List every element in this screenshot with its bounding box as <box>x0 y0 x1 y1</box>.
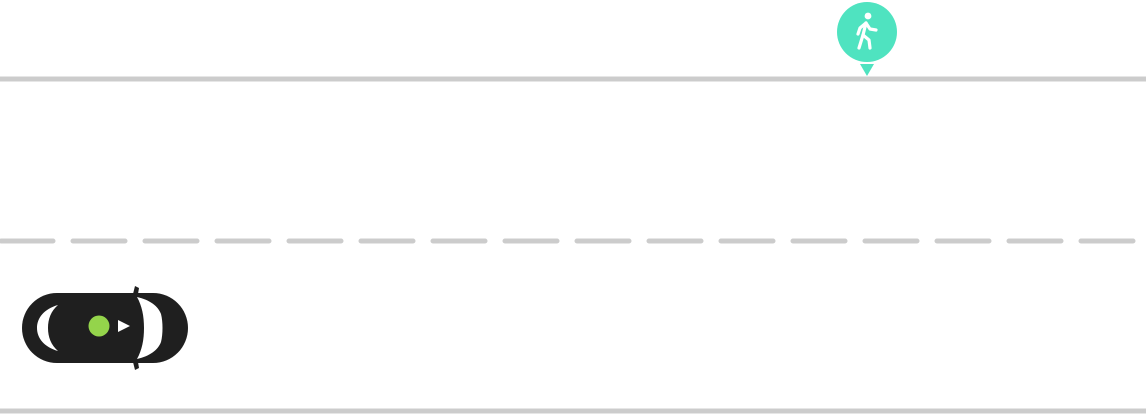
pedestrian-marker-circle <box>837 2 897 62</box>
car-icon <box>22 286 188 370</box>
status-dot-icon <box>89 316 110 337</box>
